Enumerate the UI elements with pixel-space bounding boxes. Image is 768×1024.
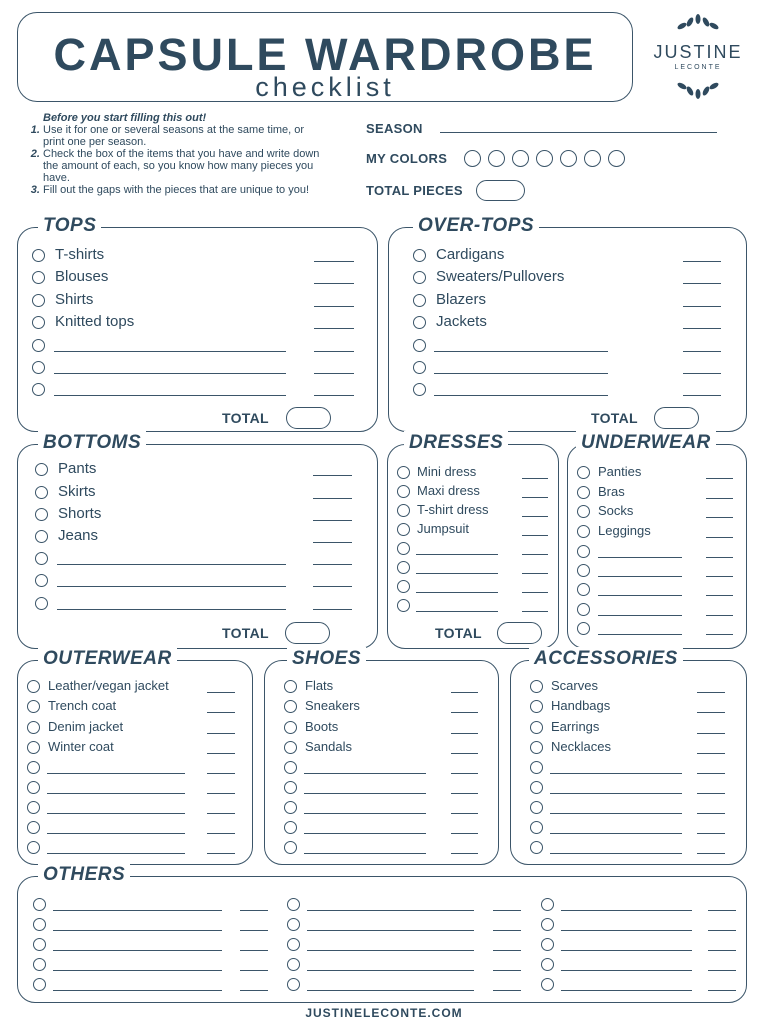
color-swatch-circle[interactable]	[536, 150, 553, 167]
item-name-field[interactable]	[561, 920, 692, 931]
checkbox-circle[interactable]	[530, 801, 543, 814]
total-field[interactable]	[497, 622, 542, 644]
item-label: Leggings	[598, 523, 651, 538]
item-amount-field[interactable]	[240, 920, 268, 931]
color-swatch-circle[interactable]	[584, 150, 601, 167]
checkbox-circle[interactable]	[541, 918, 554, 931]
item-name-field[interactable]	[416, 563, 498, 574]
item-label: Jeans	[58, 527, 99, 544]
item-amount-field[interactable]	[708, 940, 736, 951]
checkbox-circle[interactable]	[530, 680, 543, 693]
checkbox-circle[interactable]	[33, 958, 46, 971]
item-label: Jackets	[436, 313, 487, 330]
item-name-field[interactable]	[47, 803, 185, 814]
total-field[interactable]	[654, 407, 699, 429]
item-name-field[interactable]	[434, 363, 608, 374]
section-title: DRESSES	[404, 431, 508, 455]
checkbox-circle[interactable]	[397, 466, 410, 479]
item-label: Shirts	[55, 291, 94, 308]
item-amount-field[interactable]	[522, 506, 548, 517]
section-title: UNDERWEAR	[576, 431, 716, 455]
item-amount-field[interactable]	[522, 468, 548, 479]
item-name-field[interactable]	[598, 585, 682, 596]
item-amount-field[interactable]	[240, 980, 268, 991]
item-amount-field[interactable]	[706, 527, 733, 538]
checkbox-circle[interactable]	[287, 918, 300, 931]
item-amount-field[interactable]	[207, 803, 235, 814]
item-name-field[interactable]	[57, 576, 286, 587]
item-name-field[interactable]	[550, 763, 682, 774]
item-label: Leather/vegan jacket	[48, 678, 169, 693]
item-amount-field[interactable]	[207, 702, 235, 713]
checkbox-circle[interactable]	[32, 316, 45, 329]
checkbox-circle[interactable]	[413, 361, 426, 374]
item-name-field[interactable]	[416, 544, 498, 555]
item-amount-field[interactable]	[708, 920, 736, 931]
checkbox-circle[interactable]	[577, 486, 590, 499]
item-amount-field[interactable]	[314, 318, 354, 329]
checkbox-circle[interactable]	[577, 505, 590, 518]
checkbox-circle[interactable]	[530, 741, 543, 754]
item-amount-field[interactable]	[697, 823, 725, 834]
item-amount-field[interactable]	[522, 544, 548, 555]
item-amount-field[interactable]	[314, 296, 354, 307]
checkbox-circle[interactable]	[577, 564, 590, 577]
item-name-field[interactable]	[47, 783, 185, 794]
item-label: Boots	[305, 719, 339, 734]
item-amount-field[interactable]	[207, 783, 235, 794]
checkbox-circle[interactable]	[33, 978, 46, 991]
item-label: Sweaters/Pullovers	[436, 268, 565, 285]
checkbox-circle[interactable]	[284, 781, 297, 794]
section-title: BOTTOMS	[38, 431, 146, 455]
item-amount-field[interactable]	[493, 960, 521, 971]
item-amount-field[interactable]	[697, 843, 725, 854]
item-label: Denim jacket	[48, 719, 124, 734]
checkbox-circle[interactable]	[577, 545, 590, 558]
logo-name: JUSTINE	[653, 42, 743, 62]
checkbox-circle[interactable]	[33, 938, 46, 951]
item-label: Bras	[598, 484, 625, 499]
checkbox-circle[interactable]	[35, 530, 48, 543]
item-amount-field[interactable]	[493, 900, 521, 911]
item-name-field[interactable]	[561, 980, 692, 991]
item-name-field[interactable]	[304, 823, 426, 834]
item-label: Jumpsuit	[417, 521, 470, 536]
item-label: Necklaces	[551, 739, 611, 754]
checkbox-circle[interactable]	[577, 525, 590, 538]
checkbox-circle[interactable]	[27, 680, 40, 693]
item-amount-field[interactable]	[706, 547, 733, 558]
checkbox-circle[interactable]	[530, 761, 543, 774]
item-amount-field[interactable]	[451, 763, 478, 774]
item-amount-field[interactable]	[207, 843, 235, 854]
section-title: TOPS	[38, 214, 101, 238]
item-name-field[interactable]	[54, 385, 286, 396]
item-name-field[interactable]	[550, 803, 682, 814]
item-amount-field[interactable]	[522, 563, 548, 574]
item-name-field[interactable]	[53, 940, 222, 951]
checkbox-circle[interactable]	[27, 700, 40, 713]
checkbox-circle[interactable]	[32, 249, 45, 262]
item-label: Socks	[598, 503, 634, 518]
color-swatches	[464, 150, 634, 168]
item-name-field[interactable]	[54, 341, 286, 352]
checkbox-circle[interactable]	[35, 574, 48, 587]
item-label: Handbags	[551, 698, 611, 713]
total-label: TOTAL	[222, 625, 269, 641]
checkbox-circle[interactable]	[541, 898, 554, 911]
item-amount-field[interactable]	[207, 763, 235, 774]
title-box	[17, 12, 633, 102]
item-label: Panties	[598, 464, 642, 479]
item-name-field[interactable]	[47, 763, 185, 774]
total-field[interactable]	[285, 622, 330, 644]
section-title: SHOES	[287, 647, 366, 671]
checkbox-circle[interactable]	[397, 485, 410, 498]
checkbox-circle[interactable]	[577, 622, 590, 635]
checkbox-circle[interactable]	[35, 486, 48, 499]
checkbox-circle[interactable]	[413, 271, 426, 284]
checkbox-circle[interactable]	[530, 821, 543, 834]
item-amount-field[interactable]	[451, 682, 478, 693]
checkbox-circle[interactable]	[33, 918, 46, 931]
item-label: Flats	[305, 678, 334, 693]
item-amount-field[interactable]	[706, 566, 733, 577]
item-name-field[interactable]	[550, 843, 682, 854]
season-label: SEASON	[366, 121, 423, 136]
color-swatch-circle[interactable]	[560, 150, 577, 167]
checkbox-circle[interactable]	[287, 938, 300, 951]
item-amount-field[interactable]	[207, 682, 235, 693]
checkbox-circle[interactable]	[397, 504, 410, 517]
section-title: ACCESSORIES	[529, 647, 683, 671]
item-amount-field[interactable]	[697, 783, 725, 794]
item-name-field[interactable]	[53, 900, 222, 911]
checkbox-circle[interactable]	[413, 294, 426, 307]
item-label: Earrings	[551, 719, 600, 734]
total-pieces-field[interactable]	[476, 180, 525, 201]
item-name-field[interactable]	[434, 341, 608, 352]
item-amount-field[interactable]	[522, 582, 548, 593]
item-amount-field[interactable]	[451, 843, 478, 854]
checkbox-circle[interactable]	[530, 700, 543, 713]
checkbox-circle[interactable]	[32, 361, 45, 374]
item-name-field[interactable]	[304, 763, 426, 774]
item-amount-field[interactable]	[493, 980, 521, 991]
item-amount-field[interactable]	[708, 900, 736, 911]
item-amount-field[interactable]	[240, 900, 268, 911]
checkbox-circle[interactable]	[577, 603, 590, 616]
checkbox-circle[interactable]	[284, 821, 297, 834]
checkbox-circle[interactable]	[413, 383, 426, 396]
item-name-field[interactable]	[598, 566, 682, 577]
item-name-field[interactable]	[550, 783, 682, 794]
section-title: OUTERWEAR	[38, 647, 177, 671]
color-swatch-circle[interactable]	[488, 150, 505, 167]
item-amount-field[interactable]	[313, 576, 352, 587]
item-amount-field[interactable]	[683, 251, 721, 262]
item-amount-field[interactable]	[697, 682, 725, 693]
item-name-field[interactable]	[598, 547, 682, 558]
checkbox-circle[interactable]	[33, 898, 46, 911]
item-name-field[interactable]	[304, 843, 426, 854]
item-amount-field[interactable]	[522, 525, 548, 536]
checkbox-circle[interactable]	[397, 542, 410, 555]
section-title: OTHERS	[38, 863, 130, 887]
item-amount-field[interactable]	[207, 723, 235, 734]
checkbox-circle[interactable]	[32, 294, 45, 307]
total-label: TOTAL	[591, 410, 638, 426]
item-amount-field[interactable]	[313, 532, 352, 543]
item-name-field[interactable]	[307, 940, 474, 951]
item-name-field[interactable]	[53, 980, 222, 991]
item-name-field[interactable]	[57, 554, 286, 565]
total-pieces-label: TOTAL PIECES	[366, 183, 463, 198]
checkbox-circle[interactable]	[284, 680, 297, 693]
item-name-field[interactable]	[561, 960, 692, 971]
item-label: Skirts	[58, 483, 96, 500]
item-name-field[interactable]	[307, 960, 474, 971]
item-amount-field[interactable]	[314, 363, 354, 374]
checkbox-circle[interactable]	[32, 339, 45, 352]
item-label: Shorts	[58, 505, 102, 522]
item-name-field[interactable]	[47, 843, 185, 854]
checkbox-circle[interactable]	[530, 781, 543, 794]
item-amount-field[interactable]	[451, 823, 478, 834]
item-name-field[interactable]	[416, 601, 498, 612]
item-amount-field[interactable]	[697, 803, 725, 814]
checkbox-circle[interactable]	[27, 781, 40, 794]
item-label: Sandals	[305, 739, 352, 754]
item-label: Maxi dress	[417, 483, 480, 498]
item-amount-field[interactable]	[697, 743, 725, 754]
checkbox-circle[interactable]	[284, 741, 297, 754]
item-amount-field[interactable]	[313, 554, 352, 565]
item-label: Blazers	[436, 291, 487, 308]
checkbox-circle[interactable]	[397, 599, 410, 612]
checkbox-circle[interactable]	[27, 801, 40, 814]
item-name-field[interactable]	[54, 363, 286, 374]
item-name-field[interactable]	[307, 920, 474, 931]
item-amount-field[interactable]	[697, 723, 725, 734]
item-name-field[interactable]	[47, 823, 185, 834]
checkbox-circle[interactable]	[413, 316, 426, 329]
item-amount-field[interactable]	[314, 273, 354, 284]
checkbox-circle[interactable]	[284, 700, 297, 713]
my-colors-label: MY COLORS	[366, 151, 448, 166]
item-name-field[interactable]	[561, 900, 692, 911]
checkbox-circle[interactable]	[35, 552, 48, 565]
instruction-item: 2. Check the box of the items that you have and write down the amount of each, so you know how many pieces you have.	[43, 148, 328, 184]
checkbox-circle[interactable]	[577, 583, 590, 596]
checkbox-circle[interactable]	[287, 978, 300, 991]
checkbox-circle[interactable]	[287, 958, 300, 971]
checkbox-circle[interactable]	[27, 821, 40, 834]
checkbox-circle[interactable]	[35, 508, 48, 521]
item-amount-field[interactable]	[706, 468, 733, 479]
item-name-field[interactable]	[53, 960, 222, 971]
item-label: Winter coat	[48, 739, 114, 754]
season-field[interactable]	[440, 120, 717, 133]
item-amount-field[interactable]	[451, 723, 478, 734]
item-label: Blouses	[55, 268, 109, 285]
item-name-field[interactable]	[57, 599, 286, 610]
total-field[interactable]	[286, 407, 331, 429]
checkbox-circle[interactable]	[397, 580, 410, 593]
item-label: Mini dress	[417, 464, 477, 479]
item-amount-field[interactable]	[697, 702, 725, 713]
section-title: OVER-TOPS	[413, 214, 539, 238]
item-amount-field[interactable]	[706, 507, 733, 518]
checkbox-circle[interactable]	[284, 801, 297, 814]
page-title: CAPSULE WARDROBE	[53, 29, 597, 80]
item-label: Sneakers	[305, 698, 360, 713]
instruction-item: 3. Fill out the gaps with the pieces that are unique to you!	[43, 184, 328, 196]
item-amount-field[interactable]	[314, 385, 354, 396]
color-swatch-circle[interactable]	[608, 150, 625, 167]
checkbox-circle[interactable]	[27, 841, 40, 854]
logo	[648, 14, 748, 100]
checkbox-circle[interactable]	[32, 383, 45, 396]
item-label: Cardigans	[436, 246, 505, 263]
color-swatch-circle[interactable]	[512, 150, 529, 167]
item-amount-field[interactable]	[706, 585, 733, 596]
item-amount-field[interactable]	[451, 702, 478, 713]
checkbox-circle[interactable]	[32, 271, 45, 284]
checkbox-circle[interactable]	[413, 249, 426, 262]
item-amount-field[interactable]	[313, 599, 352, 610]
item-amount-field[interactable]	[683, 363, 721, 374]
item-amount-field[interactable]	[313, 488, 352, 499]
item-amount-field[interactable]	[706, 624, 733, 635]
checkbox-circle[interactable]	[35, 597, 48, 610]
logo-subname: LECONTE	[674, 64, 722, 71]
checkbox-circle[interactable]	[27, 741, 40, 754]
footer-url: JUSTINELECONTE.COM	[305, 1006, 463, 1020]
checkbox-circle[interactable]	[397, 523, 410, 536]
item-amount-field[interactable]	[207, 743, 235, 754]
checkbox-circle[interactable]	[284, 721, 297, 734]
item-name-field[interactable]	[307, 900, 474, 911]
checkbox-circle[interactable]	[397, 561, 410, 574]
item-amount-field[interactable]	[697, 763, 725, 774]
item-amount-field[interactable]	[522, 487, 548, 498]
item-amount-field[interactable]	[706, 605, 733, 616]
item-amount-field[interactable]	[451, 783, 478, 794]
checkbox-circle[interactable]	[27, 721, 40, 734]
checkbox-circle[interactable]	[27, 761, 40, 774]
item-name-field[interactable]	[561, 940, 692, 951]
item-name-field[interactable]	[53, 920, 222, 931]
instruction-item: 1. Use it for one or several seasons at the same time, or print one per season.	[43, 124, 328, 148]
item-amount-field[interactable]	[493, 940, 521, 951]
item-name-field[interactable]	[307, 980, 474, 991]
item-name-field[interactable]	[416, 582, 498, 593]
item-amount-field[interactable]	[314, 251, 354, 262]
checkbox-circle[interactable]	[284, 841, 297, 854]
item-label: Trench coat	[48, 698, 117, 713]
item-amount-field[interactable]	[451, 743, 478, 754]
checkbox-circle[interactable]	[530, 841, 543, 854]
item-amount-field[interactable]	[683, 385, 721, 396]
page-subtitle: checklist	[255, 72, 395, 102]
item-amount-field[interactable]	[708, 960, 736, 971]
checkbox-circle[interactable]	[530, 721, 543, 734]
item-amount-field[interactable]	[522, 601, 548, 612]
item-amount-field[interactable]	[451, 803, 478, 814]
item-label: T-shirt dress	[417, 502, 489, 517]
item-amount-field[interactable]	[207, 823, 235, 834]
total-label: TOTAL	[222, 410, 269, 426]
item-amount-field[interactable]	[240, 960, 268, 971]
item-name-field[interactable]	[550, 823, 682, 834]
item-amount-field[interactable]	[314, 341, 354, 352]
checkbox-circle[interactable]	[541, 978, 554, 991]
checkbox-circle[interactable]	[284, 761, 297, 774]
item-name-field[interactable]	[304, 783, 426, 794]
item-label: Scarves	[551, 678, 598, 693]
item-label: T-shirts	[55, 246, 105, 263]
item-amount-field[interactable]	[493, 920, 521, 931]
item-amount-field[interactable]	[683, 296, 721, 307]
checkbox-circle[interactable]	[577, 466, 590, 479]
item-name-field[interactable]	[434, 385, 608, 396]
item-amount-field[interactable]	[313, 465, 352, 476]
checkbox-circle[interactable]	[541, 958, 554, 971]
checkbox-circle[interactable]	[413, 339, 426, 352]
item-name-field[interactable]	[598, 624, 682, 635]
item-amount-field[interactable]	[683, 318, 721, 329]
item-name-field[interactable]	[304, 803, 426, 814]
item-label: Knitted tops	[55, 313, 135, 330]
item-label: Pants	[58, 460, 97, 477]
item-amount-field[interactable]	[683, 273, 721, 284]
instructions	[28, 112, 328, 196]
item-amount-field[interactable]	[683, 341, 721, 352]
item-amount-field[interactable]	[706, 488, 733, 499]
item-amount-field[interactable]	[313, 510, 352, 521]
color-swatch-circle[interactable]	[464, 150, 481, 167]
checkbox-circle[interactable]	[35, 463, 48, 476]
checkbox-circle[interactable]	[287, 898, 300, 911]
item-amount-field[interactable]	[240, 940, 268, 951]
item-name-field[interactable]	[598, 605, 682, 616]
item-amount-field[interactable]	[708, 980, 736, 991]
checkbox-circle[interactable]	[541, 938, 554, 951]
total-label: TOTAL	[435, 625, 482, 641]
instructions-heading: Before you start filling this out!	[43, 112, 207, 124]
